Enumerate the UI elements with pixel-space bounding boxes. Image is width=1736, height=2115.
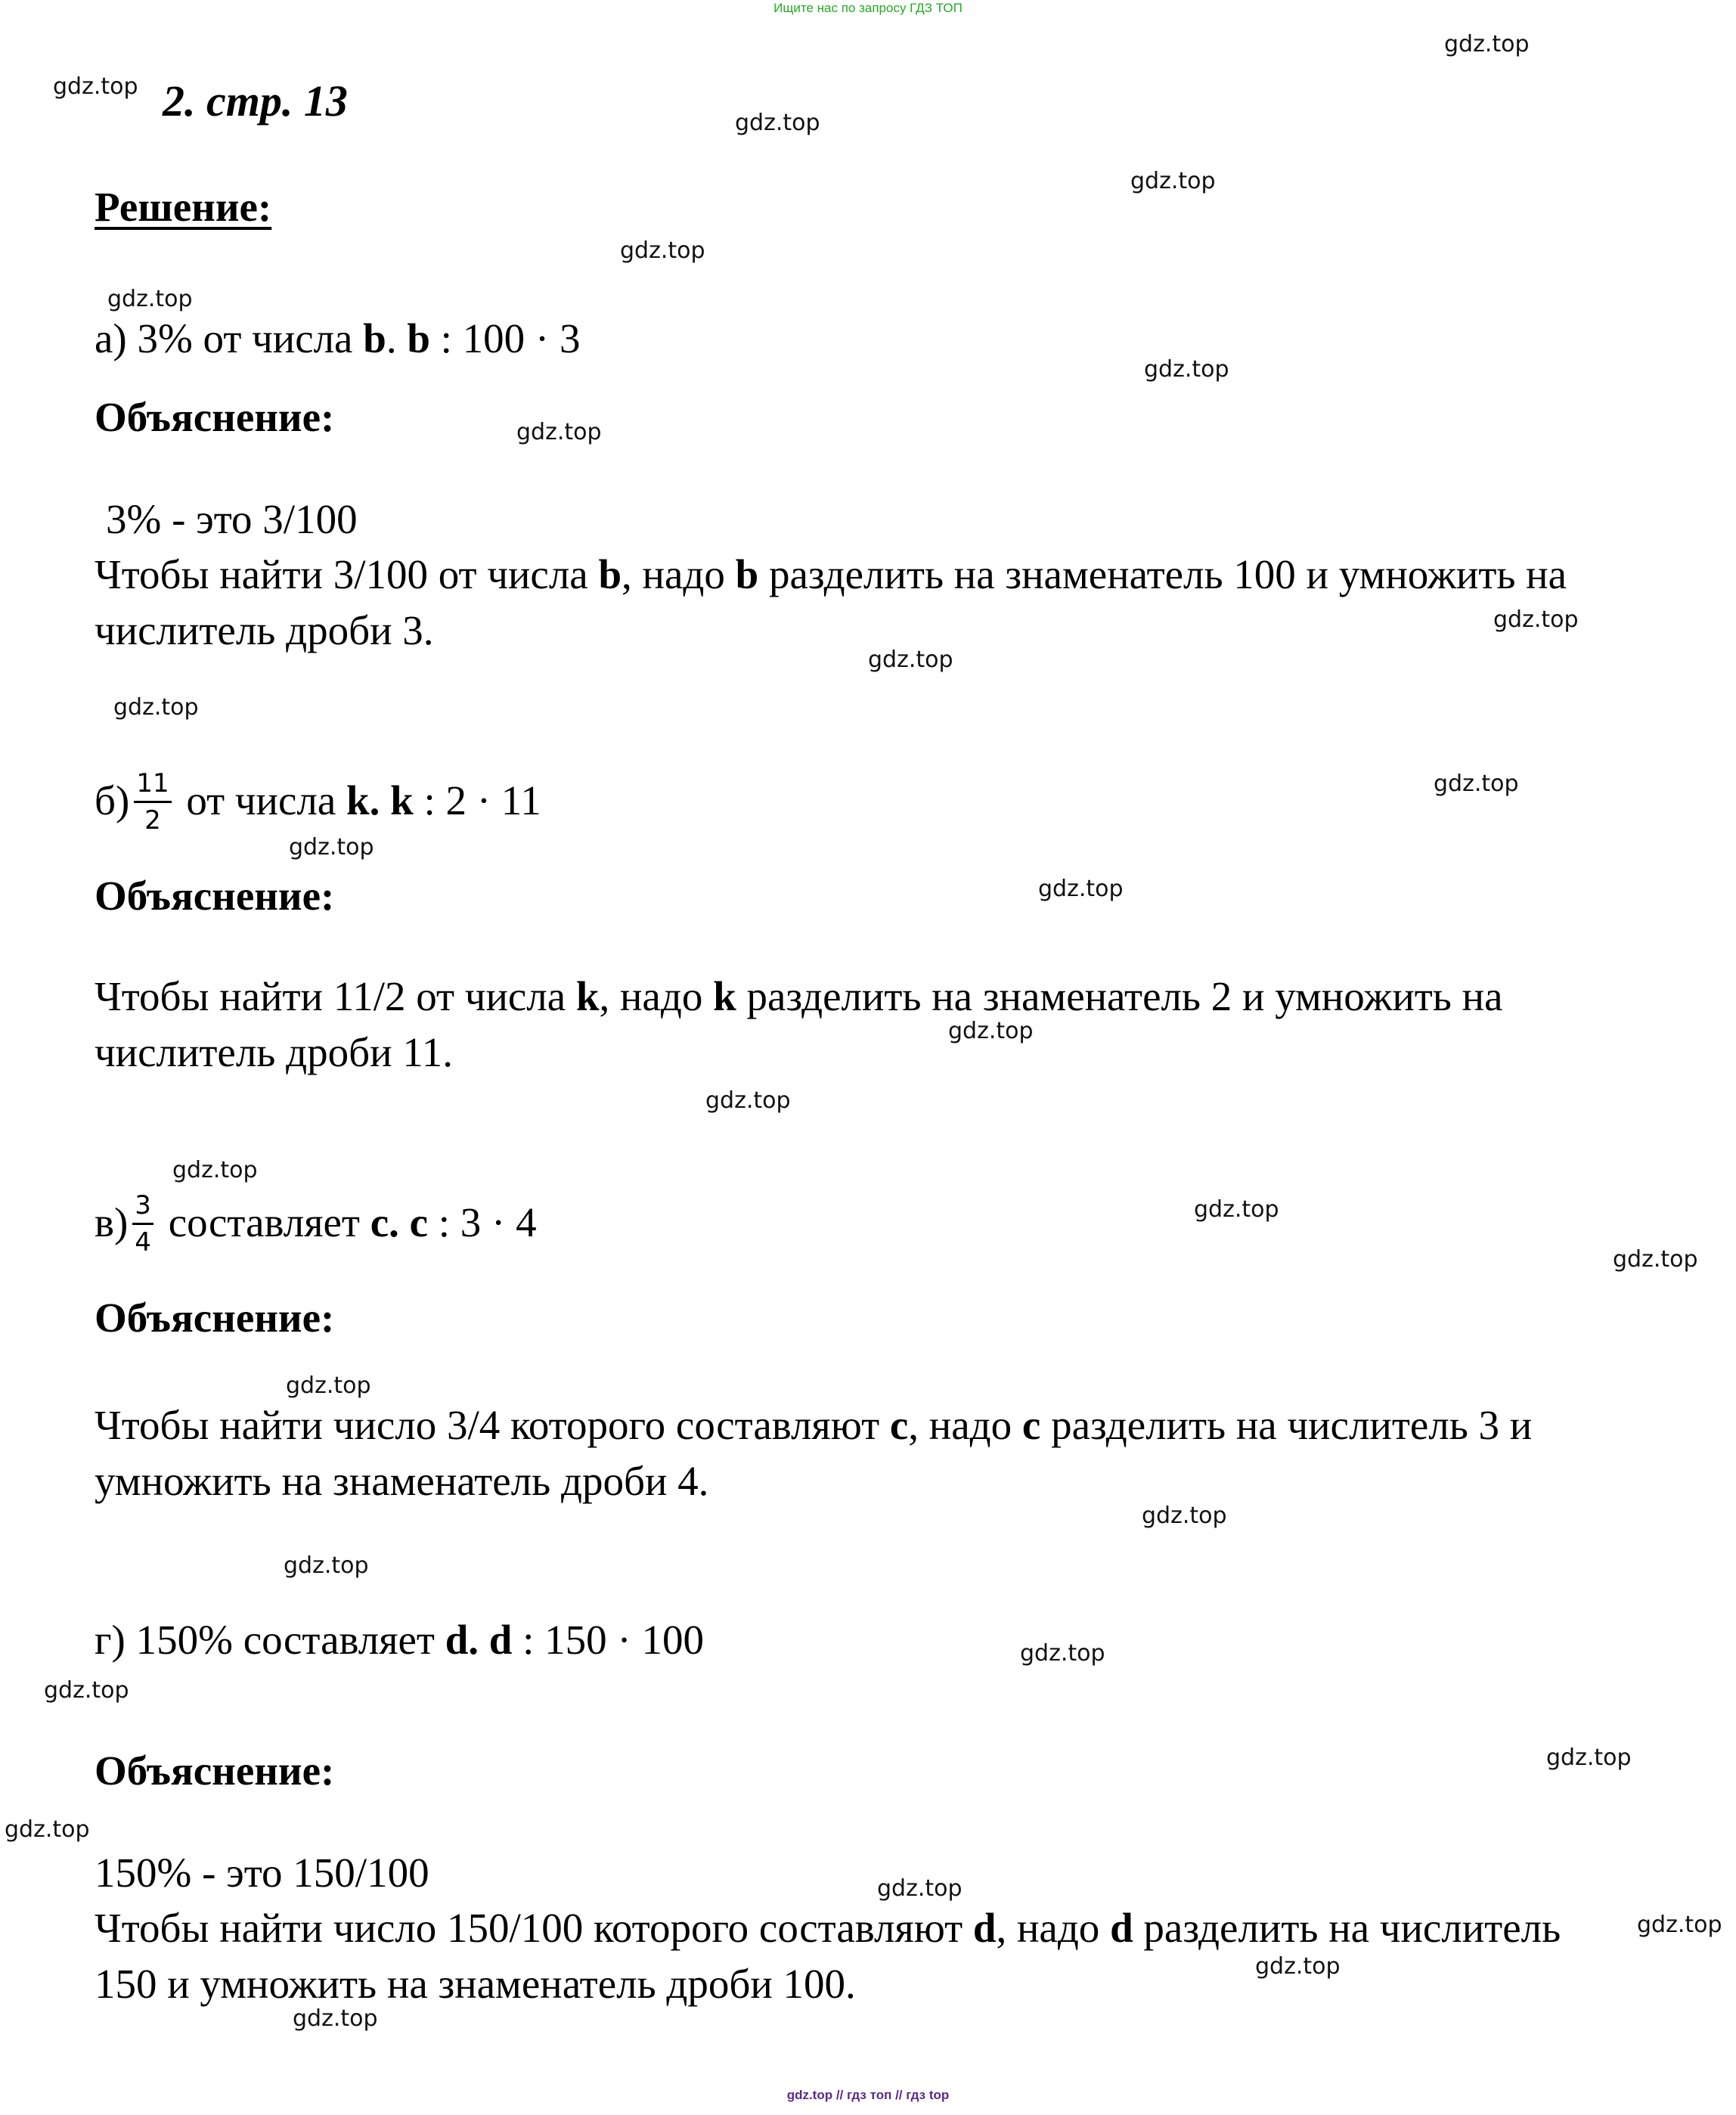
watermark: gdz.top	[113, 694, 199, 721]
explanation-text: разделить на числитель 3 и умножить на знаменатель дроби 4.	[95, 1402, 1533, 1504]
part-b-var: k. k	[346, 777, 414, 823]
explanation-var: k	[575, 973, 600, 1019]
explanation-var: c	[889, 1402, 909, 1448]
watermark: gdz.top	[620, 237, 705, 264]
watermark: gdz.top	[735, 110, 820, 136]
explanation-heading: Объяснение:	[95, 1295, 335, 1341]
watermark: gdz.top	[1613, 1246, 1698, 1273]
explanation-text: , надо	[996, 1905, 1111, 1951]
fraction-bar	[134, 801, 171, 803]
watermark: gdz.top	[1038, 876, 1124, 902]
fraction-numerator: 11	[136, 768, 169, 799]
explanation-text: , надо	[599, 973, 714, 1019]
watermark: gdz.top	[1493, 606, 1579, 633]
fraction	[134, 768, 171, 836]
fraction-denominator: 2	[144, 805, 161, 836]
part-a-explanation	[95, 547, 1667, 659]
part-c-explanation	[95, 1397, 1667, 1509]
explanation-var: d	[972, 1905, 997, 1951]
watermark: gdz.top	[1142, 1503, 1227, 1529]
watermark: gdz.top	[289, 834, 374, 861]
fraction-bar	[132, 1223, 153, 1225]
watermark: gdz.top	[1194, 1196, 1279, 1223]
part-d-answer	[95, 1612, 704, 1668]
watermark: gdz.top	[53, 73, 138, 100]
part-d-percent-line: 150% - это 150/100	[95, 1850, 429, 1896]
page-title: 2. стр. 13	[163, 76, 348, 126]
part-a-answer	[95, 311, 581, 367]
fraction-numerator: 3	[135, 1189, 151, 1220]
part-a-var: b	[407, 315, 430, 361]
watermark: gdz.top	[1444, 31, 1530, 57]
watermark: gdz.top	[5, 1816, 90, 1843]
watermark: gdz.top	[1434, 771, 1519, 797]
explanation-text: , надо	[908, 1402, 1022, 1448]
watermark: gdz.top	[107, 286, 193, 312]
watermark: gdz.top	[1144, 356, 1229, 383]
fraction-denominator: 4	[135, 1227, 151, 1258]
part-c-expr: : 3 · 4	[428, 1199, 537, 1245]
part-c-var: c. c	[370, 1199, 429, 1245]
part-b-mid: от числа	[175, 777, 347, 823]
part-d-prefix: г) 150% составляет	[95, 1617, 445, 1663]
explanation-heading: Объяснение:	[95, 1748, 335, 1794]
watermark: gdz.top	[284, 1552, 369, 1579]
watermark: gdz.top	[705, 1087, 791, 1114]
explanation-text: разделить на знаменатель 100 и умножить на числитель дроби 3.	[95, 551, 1567, 653]
explanation-text: Чтобы найти число 150/100 которого составляют	[95, 1905, 973, 1951]
watermark: gdz.top	[948, 1018, 1034, 1044]
solution-heading: Решение:	[95, 184, 272, 230]
part-c-answer	[95, 1189, 537, 1258]
part-d-expr: : 150 · 100	[512, 1617, 704, 1663]
part-d-var: d. d	[445, 1617, 513, 1663]
part-a-expr: : 100 · 3	[429, 315, 581, 361]
explanation-var: c	[1021, 1402, 1041, 1448]
watermark: gdz.top	[286, 1372, 371, 1399]
part-a-mid: .	[386, 315, 408, 361]
fraction	[132, 1189, 153, 1258]
watermark: gdz.top	[877, 1875, 963, 1902]
watermark: gdz.top	[1130, 168, 1216, 194]
watermark: gdz.top	[1020, 1640, 1105, 1667]
part-b-prefix: б)	[95, 777, 130, 823]
watermark: gdz.top	[293, 2005, 378, 2032]
explanation-var: d	[1110, 1905, 1133, 1951]
watermark: gdz.top	[172, 1157, 258, 1183]
explanation-heading: Объяснение:	[95, 394, 335, 440]
part-b-expr: : 2 · 11	[413, 777, 541, 823]
part-a-percent-line: 3% - это 3/100	[106, 496, 358, 542]
explanation-var: b	[735, 551, 759, 597]
explanation-text: , надо	[622, 551, 736, 597]
watermark: gdz.top	[516, 419, 602, 445]
explanation-text: Чтобы найти 11/2 от числа	[95, 973, 576, 1019]
watermark: gdz.top	[1637, 1912, 1722, 1938]
explanation-text: Чтобы найти 3/100 от числа	[95, 551, 599, 597]
watermark: gdz.top	[1255, 1953, 1341, 1980]
explanation-text: Чтобы найти число 3/4 которого составляют	[95, 1402, 890, 1448]
footer: gdz.top // гдз топ // гдз top	[786, 2088, 950, 2102]
top-banner: Ищите нас по запросу ГДЗ ТОП	[773, 1, 963, 15]
watermark: gdz.top	[44, 1677, 129, 1704]
part-c-prefix: в)	[95, 1199, 129, 1245]
watermark: gdz.top	[1546, 1744, 1632, 1771]
explanation-text: разделить на числитель 150 и умножить на знаменатель дроби 100.	[95, 1905, 1561, 2007]
part-c-mid: составляет	[157, 1199, 370, 1245]
part-b-explanation	[95, 969, 1667, 1081]
part-b-answer	[95, 768, 541, 836]
part-a-prefix: а) 3% от числа	[95, 315, 364, 361]
explanation-heading: Объяснение:	[95, 873, 335, 919]
explanation-var: k	[713, 973, 736, 1019]
explanation-text: разделить на знаменатель 2 и умножить на числитель дроби 11.	[95, 973, 1503, 1075]
watermark: gdz.top	[868, 647, 953, 673]
part-a-var: b	[363, 315, 386, 361]
part-d-explanation	[95, 1900, 1569, 2012]
explanation-var: b	[598, 551, 622, 597]
